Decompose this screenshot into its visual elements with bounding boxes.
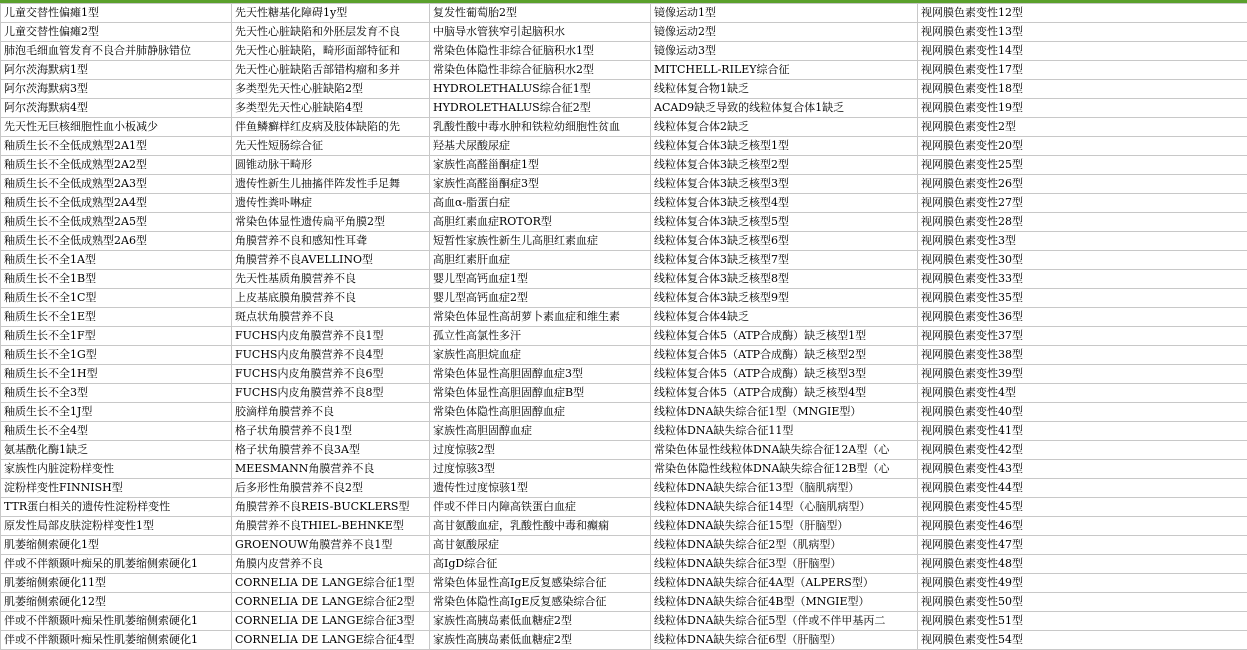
grid-cell[interactable]: CORNELIA DE LANGE综合征2型 (232, 593, 430, 612)
grid-cell[interactable]: 线粒体复合体3缺乏核型2型 (651, 156, 918, 175)
grid-cell[interactable]: 视网膜色素变性28型 (918, 213, 1247, 232)
grid-cell[interactable]: 肺泡毛细血管发育不良合并肺静脉错位 (1, 42, 232, 61)
grid-cell[interactable]: 孤立性高氯性多汗 (430, 327, 651, 346)
grid-cell[interactable]: 视网膜色素变性45型 (918, 498, 1247, 517)
grid-cell[interactable]: 角膜营养不良AVELLINO型 (232, 251, 430, 270)
grid-cell[interactable]: 视网膜色素变性37型 (918, 327, 1247, 346)
grid-cell[interactable]: 先天性心脏缺陷，畸形面部特征和 (232, 42, 430, 61)
table-row (1, 498, 1247, 517)
grid-cell[interactable]: 视网膜色素变性40型 (918, 403, 1247, 422)
grid-cell[interactable]: 视网膜色素变性43型 (918, 460, 1247, 479)
table-row (1, 422, 1247, 441)
grid-cell[interactable]: 斑点状角膜营养不良 (232, 308, 430, 327)
table-row (1, 479, 1247, 498)
grid-cell[interactable]: 家族性高醛甾酮症3型 (430, 175, 651, 194)
grid-cell[interactable]: 视网膜色素变性54型 (918, 631, 1247, 650)
grid-cell[interactable]: 先天性糖基化障碍1y型 (232, 4, 430, 23)
grid-cell[interactable]: 阿尔茨海默病3型 (1, 80, 232, 99)
grid-cell[interactable]: 肌萎缩侧索硬化12型 (1, 593, 232, 612)
grid-cell[interactable]: 伴或不伴日内障高铁蛋白血症 (430, 498, 651, 517)
grid-cell[interactable]: 伴或不伴额颞叶痴呆的肌萎缩侧索硬化1 (1, 555, 232, 574)
grid-cell[interactable]: 高甘氨酸尿症 (430, 536, 651, 555)
grid-cell[interactable]: 视网膜色素变性25型 (918, 156, 1247, 175)
grid-cell[interactable]: 视网膜色素变性12型 (918, 4, 1247, 23)
grid-cell[interactable]: 家族性高胆固醇血症 (430, 422, 651, 441)
grid-cell[interactable]: 先天性基质角膜营养不良 (232, 270, 430, 289)
grid-cell[interactable]: 遗传性新生儿抽搐伴阵发性手足舞 (232, 175, 430, 194)
grid-cell[interactable]: 釉质生长不全1E型 (1, 308, 232, 327)
grid-cell[interactable]: 遗传性粪卟啉症 (232, 194, 430, 213)
grid-cell[interactable]: 短暂性家族性新生儿高胆红素血症 (430, 232, 651, 251)
grid-cell[interactable]: FUCHS内皮角膜营养不良1型 (232, 327, 430, 346)
table-row (1, 137, 1247, 156)
table-row (1, 308, 1247, 327)
table-row (1, 42, 1247, 61)
table-row (1, 384, 1247, 403)
grid-cell[interactable]: ACAD9缺乏导致的线粒体复合体1缺乏 (651, 99, 918, 118)
grid-cell[interactable]: 圆锥动脉干畸形 (232, 156, 430, 175)
table-row (1, 346, 1247, 365)
grid-cell[interactable]: 釉质生长不全1G型 (1, 346, 232, 365)
grid-cell[interactable]: 儿童交替性偏瘫1型 (1, 4, 232, 23)
table-row (1, 612, 1247, 631)
grid-cell[interactable]: 视网膜色素变性27型 (918, 194, 1247, 213)
table-row (1, 460, 1247, 479)
grid-cell[interactable]: 釉质生长不全1J型 (1, 403, 232, 422)
table-row (1, 213, 1247, 232)
grid-cell[interactable]: 线粒体DNA缺失综合征13型（脑肌病型） (651, 479, 918, 498)
table-row (1, 175, 1247, 194)
grid-cell[interactable]: 线粒体复合体5（ATP合成酶）缺乏核型2型 (651, 346, 918, 365)
grid-cell[interactable]: MEESMANN角膜营养不良 (232, 460, 430, 479)
grid-cell[interactable]: 视网膜色素变性20型 (918, 137, 1247, 156)
grid-cell[interactable]: 高甘氨酸血症，乳酸性酸中毒和癫痫 (430, 517, 651, 536)
grid-cell[interactable]: 线粒体复合体5（ATP合成酶）缺乏核型3型 (651, 365, 918, 384)
grid-cell[interactable]: 釉质生长不全低成熟型2A1型 (1, 137, 232, 156)
grid-cell[interactable]: 视网膜色素变性33型 (918, 270, 1247, 289)
grid-cell[interactable]: 釉质生长不全低成熟型2A5型 (1, 213, 232, 232)
grid-cell[interactable]: 视网膜色素变性4型 (918, 384, 1247, 403)
grid-cell[interactable]: 常染色体显性高胆固醇血症B型 (430, 384, 651, 403)
grid-cell[interactable]: 线粒体DNA缺失综合征2型（肌病型） (651, 536, 918, 555)
table-row (1, 156, 1247, 175)
grid-cell[interactable]: 肌萎缩侧索硬化11型 (1, 574, 232, 593)
grid-cell[interactable]: 家族性内脏淀粉样变性 (1, 460, 232, 479)
grid-cell[interactable]: 线粒体复合体3缺乏核型8型 (651, 270, 918, 289)
grid-cell[interactable]: 高胆红素血症ROTOR型 (430, 213, 651, 232)
grid-cell[interactable]: 角膜内皮营养不良 (232, 555, 430, 574)
grid-cell[interactable]: MITCHELL-RILEY综合征 (651, 61, 918, 80)
grid-cell[interactable]: 视网膜色素变性30型 (918, 251, 1247, 270)
grid-cell[interactable]: 釉质生长不全低成熟型2A4型 (1, 194, 232, 213)
grid-cell[interactable]: 常染色体隐性非综合征脑积水2型 (430, 61, 651, 80)
grid-cell[interactable]: 原发性局部皮肤淀粉样变性1型 (1, 517, 232, 536)
table-row (1, 194, 1247, 213)
grid-cell[interactable]: 视网膜色素变性42型 (918, 441, 1247, 460)
grid-cell[interactable]: 线粒体DNA缺失综合征1型（MNGIE型） (651, 403, 918, 422)
grid-cell[interactable]: 角膜营养不良REIS-BUCKLERS型 (232, 498, 430, 517)
grid-cell[interactable]: 高血α-脂蛋白症 (430, 194, 651, 213)
grid-cell[interactable]: 常染色体隐性高胆固醇血症 (430, 403, 651, 422)
grid-cell[interactable]: 常染色体隐性高IgE反复感染综合征 (430, 593, 651, 612)
grid-cell[interactable]: 视网膜色素变性13型 (918, 23, 1247, 42)
table-row (1, 593, 1247, 612)
grid-cell[interactable]: TTR蛋白相关的遗传性淀粉样变性 (1, 498, 232, 517)
grid-cell[interactable]: 线粒体DNA缺失综合征4A型（ALPERS型） (651, 574, 918, 593)
grid-cell[interactable]: 釉质生长不全1B型 (1, 270, 232, 289)
grid-cell[interactable]: 视网膜色素变性19型 (918, 99, 1247, 118)
table-row (1, 631, 1247, 650)
table-row (1, 403, 1247, 422)
grid-cell[interactable]: 视网膜色素变性47型 (918, 536, 1247, 555)
grid-cell[interactable]: 格子状角膜营养不良3A型 (232, 441, 430, 460)
grid-cell[interactable]: 线粒体复合体3缺乏核型3型 (651, 175, 918, 194)
grid-cell[interactable]: 常染色体隐性非综合征脑积水1型 (430, 42, 651, 61)
grid-cell[interactable]: 先天性无巨核细胞性血小板减少 (1, 118, 232, 137)
table-row (1, 555, 1247, 574)
grid-cell[interactable]: 釉质生长不全低成熟型2A2型 (1, 156, 232, 175)
grid-cell[interactable]: CORNELIA DE LANGE综合征3型 (232, 612, 430, 631)
grid-cell[interactable]: 视网膜色素变性2型 (918, 118, 1247, 137)
grid-cell[interactable]: 视网膜色素变性49型 (918, 574, 1247, 593)
grid-cell[interactable]: 视网膜色素变性46型 (918, 517, 1247, 536)
grid-cell[interactable]: 胶滴样角膜营养不良 (232, 403, 430, 422)
grid-cell[interactable]: 釉质生长不全1A型 (1, 251, 232, 270)
grid-cell[interactable]: CORNELIA DE LANGE综合征4型 (232, 631, 430, 650)
grid-body (1, 4, 1247, 650)
grid-cell[interactable]: 视网膜色素变性18型 (918, 80, 1247, 99)
grid-cell[interactable]: FUCHS内皮角膜营养不良6型 (232, 365, 430, 384)
grid-cell[interactable]: GROENOUW角膜营养不良1型 (232, 536, 430, 555)
grid-cell[interactable]: 线粒体复合体3缺乏核型6型 (651, 232, 918, 251)
grid-cell[interactable]: 釉质生长不全4型 (1, 422, 232, 441)
table-row (1, 517, 1247, 536)
grid-cell[interactable]: 线粒体DNA缺失综合征11型 (651, 422, 918, 441)
grid-cell[interactable]: 淀粉样变性FINNISH型 (1, 479, 232, 498)
grid-cell[interactable]: 伴或不伴额颞叶痴呆性肌萎缩侧索硬化1 (1, 612, 232, 631)
grid-cell[interactable]: 视网膜色素变性48型 (918, 555, 1247, 574)
grid-cell[interactable]: 釉质生长不全1C型 (1, 289, 232, 308)
grid-cell[interactable]: 婴儿型高钙血症1型 (430, 270, 651, 289)
grid-cell[interactable]: 线粒体复合体3缺乏核型5型 (651, 213, 918, 232)
table-row (1, 61, 1247, 80)
grid-cell[interactable]: 先天性短肠综合征 (232, 137, 430, 156)
grid-cell[interactable]: 镜像运动1型 (651, 4, 918, 23)
grid-cell[interactable]: 线粒体DNA缺失综合征14型（心脑肌病型） (651, 498, 918, 517)
grid-cell[interactable]: 常染色体显性高IgE反复感染综合征 (430, 574, 651, 593)
table-row (1, 99, 1247, 118)
grid-cell[interactable]: 肌萎缩侧索硬化1型 (1, 536, 232, 555)
grid-cell[interactable]: 儿童交替性偏瘫2型 (1, 23, 232, 42)
grid-cell[interactable]: 线粒体DNA缺失综合征4B型（MNGIE型） (651, 593, 918, 612)
grid-cell[interactable]: 线粒体复合体4缺乏 (651, 308, 918, 327)
grid-cell[interactable]: FUCHS内皮角膜营养不良8型 (232, 384, 430, 403)
grid-cell[interactable]: 氨基酰化酶1缺乏 (1, 441, 232, 460)
grid-cell[interactable]: 釉质生长不全低成熟型2A3型 (1, 175, 232, 194)
grid-cell[interactable]: 线粒体DNA缺失综合征15型（肝脑型） (651, 517, 918, 536)
grid-cell[interactable]: 视网膜色素变性17型 (918, 61, 1247, 80)
grid-cell[interactable]: 镜像运动2型 (651, 23, 918, 42)
grid-cell[interactable]: 线粒体复合体3缺乏核型7型 (651, 251, 918, 270)
grid-cell[interactable]: HYDROLETHALUS综合征1型 (430, 80, 651, 99)
grid-cell[interactable]: 伴或不伴额颞叶痴呆性肌萎缩侧索硬化1 (1, 631, 232, 650)
grid-cell[interactable]: 视网膜色素变性38型 (918, 346, 1247, 365)
grid-cell[interactable]: 视网膜色素变性14型 (918, 42, 1247, 61)
grid-cell[interactable]: 阿尔茨海默病1型 (1, 61, 232, 80)
grid-cell[interactable]: 复发性葡萄胎2型 (430, 4, 651, 23)
grid-cell[interactable]: 常染色体显性高胆固醇血症3型 (430, 365, 651, 384)
grid-cell[interactable]: 线粒体复合体3缺乏核型1型 (651, 137, 918, 156)
table-row (1, 251, 1247, 270)
grid-cell[interactable]: 家族性高胰岛素低血糖症2型 (430, 612, 651, 631)
table-row (1, 4, 1247, 23)
grid-cell[interactable]: 婴儿型高钙血症2型 (430, 289, 651, 308)
grid-cell[interactable]: 家族性高胰岛素低血糖症2型 (430, 631, 651, 650)
grid-cell[interactable]: 视网膜色素变性35型 (918, 289, 1247, 308)
grid-cell[interactable]: 中脑导水管狭窄引起脑积水 (430, 23, 651, 42)
grid-cell[interactable]: 常染色体显性高胡萝卜素血症和维生素 (430, 308, 651, 327)
grid-cell[interactable]: 阿尔茨海默病4型 (1, 99, 232, 118)
grid-cell[interactable]: 釉质生长不全低成熟型2A6型 (1, 232, 232, 251)
grid-cell[interactable]: 釉质生长不全3型 (1, 384, 232, 403)
grid-cell[interactable]: 常染色体显性遗传扁平角膜2型 (232, 213, 430, 232)
grid-cell[interactable]: 线粒体复合物1缺乏 (651, 80, 918, 99)
grid-cell[interactable]: 先天性心脏缺陷舌部错构瘤和多并 (232, 61, 430, 80)
grid-cell[interactable]: 视网膜色素变性3型 (918, 232, 1247, 251)
table-row (1, 80, 1247, 99)
table-row (1, 441, 1247, 460)
table-row (1, 23, 1247, 42)
grid-cell[interactable]: 多类型先天性心脏缺陷4型 (232, 99, 430, 118)
grid-cell[interactable]: 高IgD综合征 (430, 555, 651, 574)
grid-cell[interactable]: HYDROLETHALUS综合征2型 (430, 99, 651, 118)
grid-cell[interactable]: 家族性高胆烷血症 (430, 346, 651, 365)
grid-cell[interactable]: 过度惊骇2型 (430, 441, 651, 460)
grid-cell[interactable]: 釉质生长不全1F型 (1, 327, 232, 346)
grid-cell[interactable]: 家族性高醛甾酮症1型 (430, 156, 651, 175)
grid-cell[interactable]: 上皮基底膜角膜营养不良 (232, 289, 430, 308)
grid-cell[interactable]: 视网膜色素变性50型 (918, 593, 1247, 612)
grid-cell[interactable]: 线粒体复合体2缺乏 (651, 118, 918, 137)
grid-cell[interactable]: 线粒体复合体3缺乏核型9型 (651, 289, 918, 308)
table-row (1, 365, 1247, 384)
grid-cell[interactable]: 遗传性过度惊骇1型 (430, 479, 651, 498)
grid-cell[interactable]: 常染色体隐性线粒体DNA缺失综合征12B型（心 (651, 460, 918, 479)
grid-cell[interactable]: FUCHS内皮角膜营养不良4型 (232, 346, 430, 365)
table-row (1, 118, 1247, 137)
spreadsheet-grid (0, 3, 1247, 650)
grid-cell[interactable]: 乳酸性酸中毒水肿和铁粒幼细胞性贫血 (430, 118, 651, 137)
grid-cell[interactable]: 伴鱼鳞癣样红皮病及肢体缺陷的先 (232, 118, 430, 137)
grid-cell[interactable]: 线粒体DNA缺失综合征6型（肝脑型） (651, 631, 918, 650)
table-row (1, 289, 1247, 308)
grid-cell[interactable]: 线粒体复合体3缺乏核型4型 (651, 194, 918, 213)
grid-cell[interactable]: 视网膜色素变性26型 (918, 175, 1247, 194)
table-row (1, 270, 1247, 289)
table-row (1, 232, 1247, 251)
grid-cell[interactable]: 角膜营养不良THIEL-BEHNKE型 (232, 517, 430, 536)
grid-cell[interactable]: 高胆红素肝血症 (430, 251, 651, 270)
grid-cell[interactable]: 视网膜色素变性39型 (918, 365, 1247, 384)
grid-cell[interactable]: 镜像运动3型 (651, 42, 918, 61)
grid-cell[interactable]: 先天性心脏缺陷和外胚层发育不良 (232, 23, 430, 42)
grid-cell[interactable]: 过度惊骇3型 (430, 460, 651, 479)
grid-cell[interactable]: 后多形性角膜营养不良2型 (232, 479, 430, 498)
grid-cell[interactable]: 常染色体显性线粒体DNA缺失综合征12A型（心 (651, 441, 918, 460)
grid-cell[interactable]: 多类型先天性心脏缺陷2型 (232, 80, 430, 99)
grid-cell[interactable]: 格子状角膜营养不良1型 (232, 422, 430, 441)
grid-cell[interactable]: 线粒体复合体5（ATP合成酶）缺乏核型1型 (651, 327, 918, 346)
grid-cell[interactable]: CORNELIA DE LANGE综合征1型 (232, 574, 430, 593)
grid-cell[interactable]: 视网膜色素变性41型 (918, 422, 1247, 441)
grid-cell[interactable]: 线粒体DNA缺失综合征5型（伴或不伴甲基丙二 (651, 612, 918, 631)
grid-cell[interactable]: 视网膜色素变性36型 (918, 308, 1247, 327)
table-row (1, 536, 1247, 555)
grid-cell[interactable]: 线粒体DNA缺失综合征3型（肝脑型） (651, 555, 918, 574)
grid-cell[interactable]: 线粒体复合体5（ATP合成酶）缺乏核型4型 (651, 384, 918, 403)
table-row (1, 327, 1247, 346)
table-row (1, 574, 1247, 593)
grid-cell[interactable]: 釉质生长不全1H型 (1, 365, 232, 384)
grid-cell[interactable]: 视网膜色素变性44型 (918, 479, 1247, 498)
grid-cell[interactable]: 羟基犬尿酸尿症 (430, 137, 651, 156)
grid-cell[interactable]: 视网膜色素变性51型 (918, 612, 1247, 631)
grid-cell[interactable]: 角膜营养不良和感知性耳聋 (232, 232, 430, 251)
